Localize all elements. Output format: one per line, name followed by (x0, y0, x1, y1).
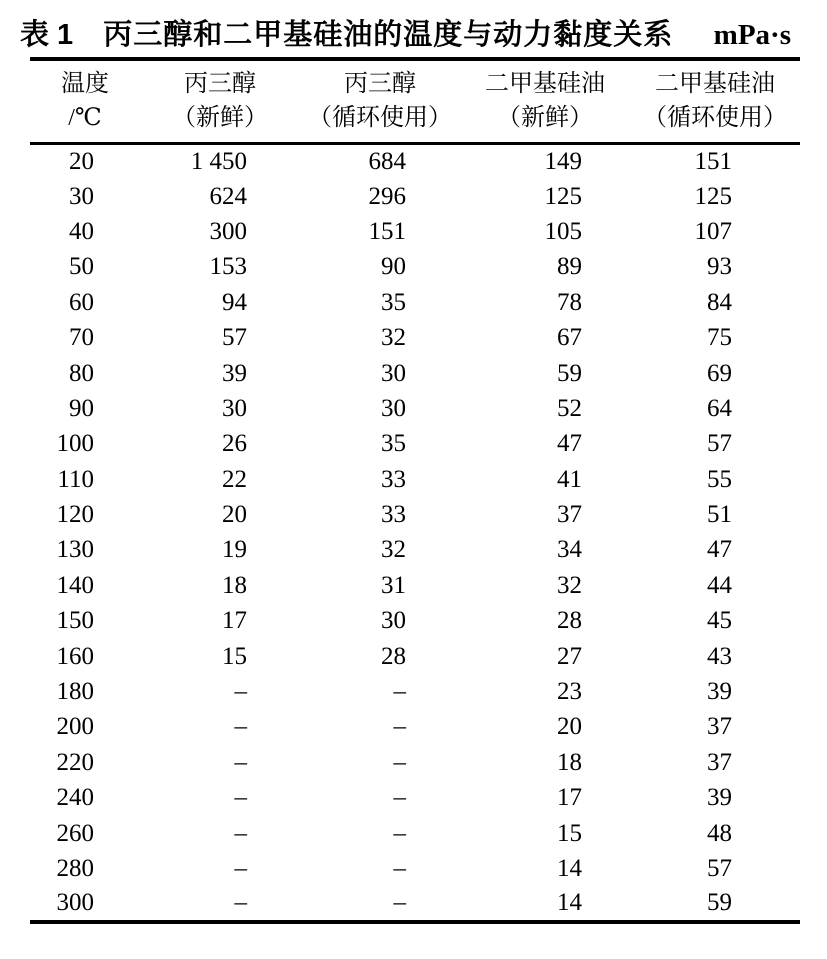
cell-temperature: 220 (56, 748, 94, 776)
cell-glycerol-fresh: 1 450 (190, 147, 247, 175)
cell-silicone-recycled: 107 (694, 217, 732, 245)
table-row (30, 639, 800, 674)
cell-temperature: 120 (56, 501, 94, 529)
cell-silicone-recycled: 57 (707, 855, 732, 882)
table-row (30, 816, 800, 851)
cell-temperature: 70 (69, 324, 94, 352)
cell-silicone-fresh: 14 (557, 855, 582, 882)
cell-temperature: 150 (56, 607, 94, 635)
cell-temperature: 50 (69, 253, 94, 281)
cell-glycerol-recycled: 30 (381, 359, 406, 387)
cell-silicone-recycled: 151 (694, 147, 732, 175)
cell-glycerol-fresh: 17 (222, 607, 247, 635)
col-header-glycerol-recycled-line1: 丙三醇 (344, 71, 416, 97)
cell-glycerol-recycled: 32 (381, 536, 406, 564)
col-header-glycerol-fresh-line1: 丙三醇 (184, 71, 256, 97)
cell-glycerol-fresh: 57 (222, 324, 247, 352)
table-row (30, 674, 800, 709)
table-row (30, 781, 800, 816)
cell-temperature: 30 (69, 182, 94, 210)
cell-silicone-recycled: 125 (694, 182, 732, 210)
cell-glycerol-fresh: 30 (222, 394, 247, 422)
table-row (30, 144, 800, 179)
cell-glycerol-fresh: 300 (209, 217, 247, 245)
cell-silicone-recycled: 44 (707, 571, 732, 599)
table-row (30, 851, 800, 886)
cell-glycerol-fresh: 20 (222, 501, 247, 529)
table-header-row (30, 59, 800, 144)
cell-temperature: 200 (56, 713, 94, 741)
cell-silicone-recycled: 59 (707, 889, 732, 917)
table-row (30, 356, 800, 391)
cell-silicone-recycled: 39 (707, 784, 732, 812)
cell-silicone-recycled: 93 (707, 253, 732, 281)
cell-temperature: 280 (56, 855, 94, 882)
cell-temperature: 60 (69, 288, 94, 316)
cell-glycerol-recycled: 31 (381, 571, 406, 599)
cell-silicone-fresh: 67 (557, 324, 582, 352)
col-header-silicone-recycled-line2: （循环使用） (643, 105, 787, 131)
col-header-silicone-recycled-line1: 二甲基硅油 (655, 71, 775, 97)
cell-glycerol-fresh: 39 (222, 359, 247, 387)
cell-silicone-fresh: 28 (557, 607, 582, 635)
cell-temperature: 140 (56, 571, 94, 599)
table-row (30, 604, 800, 639)
cell-silicone-recycled: 48 (707, 819, 732, 847)
cell-silicone-recycled: 39 (707, 678, 732, 706)
cell-glycerol-recycled: – (393, 713, 406, 741)
viscosity-table (30, 57, 800, 924)
cell-silicone-recycled: 64 (707, 394, 732, 422)
col-header-glycerol-fresh-line2: （新鲜） (172, 105, 268, 131)
cell-glycerol-recycled: – (393, 889, 406, 917)
cell-glycerol-recycled: – (393, 855, 406, 882)
cell-glycerol-recycled: 28 (381, 642, 406, 670)
table-row (30, 320, 800, 355)
cell-temperature: 90 (69, 394, 94, 422)
cell-silicone-fresh: 52 (557, 394, 582, 422)
cell-glycerol-fresh: – (234, 678, 247, 706)
col-header-glycerol-recycled (300, 59, 460, 144)
cell-silicone-recycled: 47 (707, 536, 732, 564)
table-row (30, 710, 800, 745)
cell-glycerol-recycled: – (393, 678, 406, 706)
table-row (30, 568, 800, 603)
cell-glycerol-recycled: – (393, 784, 406, 812)
cell-silicone-fresh: 27 (557, 642, 582, 670)
cell-silicone-fresh: 59 (557, 359, 582, 387)
cell-glycerol-recycled: 151 (368, 217, 406, 245)
cell-silicone-recycled: 75 (707, 324, 732, 352)
cell-silicone-fresh: 125 (544, 182, 582, 210)
col-header-temperature-line1: 温度 (61, 71, 109, 97)
cell-glycerol-fresh: – (234, 713, 247, 741)
cell-glycerol-fresh: – (234, 748, 247, 776)
cell-silicone-fresh: 47 (557, 430, 582, 458)
cell-silicone-recycled: 45 (707, 607, 732, 635)
table-row (30, 214, 800, 249)
cell-silicone-recycled: 51 (707, 501, 732, 529)
cell-glycerol-fresh: 18 (222, 571, 247, 599)
cell-silicone-fresh: 17 (557, 784, 582, 812)
cell-glycerol-fresh: 19 (222, 536, 247, 564)
table-row (30, 745, 800, 780)
cell-silicone-recycled: 43 (707, 642, 732, 670)
table-body (30, 144, 800, 923)
cell-silicone-fresh: 23 (557, 678, 582, 706)
col-header-silicone-fresh-line1: 二甲基硅油 (485, 71, 605, 97)
cell-temperature: 80 (69, 359, 94, 387)
col-header-temperature-line2: /℃ (68, 105, 102, 131)
cell-temperature: 180 (56, 678, 94, 706)
cell-temperature: 130 (56, 536, 94, 564)
cell-glycerol-recycled: 32 (381, 324, 406, 352)
cell-temperature: 260 (56, 819, 94, 847)
cell-temperature: 300 (56, 889, 94, 917)
table-row (30, 533, 800, 568)
cell-silicone-fresh: 105 (544, 217, 582, 245)
cell-glycerol-recycled: 35 (381, 288, 406, 316)
cell-silicone-fresh: 149 (544, 147, 582, 175)
col-header-silicone-fresh-line2: （新鲜） (497, 105, 593, 131)
cell-silicone-fresh: 18 (557, 748, 582, 776)
cell-silicone-recycled: 55 (707, 465, 732, 493)
cell-silicone-fresh: 15 (557, 819, 582, 847)
cell-temperature: 110 (57, 465, 94, 493)
cell-silicone-fresh: 20 (557, 713, 582, 741)
cell-glycerol-recycled: 90 (381, 253, 406, 281)
col-header-temperature (30, 59, 140, 144)
table-unit-label: mPa·s (713, 19, 791, 51)
table-title-text: 丙三醇和二甲基硅油的温度与动力黏度关系 (103, 19, 674, 51)
cell-glycerol-recycled: 30 (381, 607, 406, 635)
cell-temperature: 240 (56, 784, 94, 812)
col-header-silicone-recycled (630, 59, 800, 144)
table-number-label: 表 1 (20, 19, 74, 51)
cell-glycerol-fresh: 22 (222, 465, 247, 493)
cell-silicone-recycled: 37 (707, 748, 732, 776)
cell-glycerol-fresh: 15 (222, 642, 247, 670)
table-row (30, 462, 800, 497)
cell-glycerol-fresh: – (234, 855, 247, 882)
cell-glycerol-recycled: 33 (381, 501, 406, 529)
cell-silicone-fresh: 89 (557, 253, 582, 281)
cell-glycerol-fresh: 153 (209, 253, 247, 281)
cell-glycerol-recycled: – (393, 748, 406, 776)
table-row (30, 285, 800, 320)
table-row (30, 391, 800, 426)
cell-glycerol-recycled: 33 (381, 465, 406, 493)
cell-temperature: 20 (69, 147, 94, 175)
cell-silicone-fresh: 78 (557, 288, 582, 316)
table-row (30, 497, 800, 532)
col-header-silicone-fresh (460, 59, 630, 144)
viscosity-table-container (30, 57, 800, 924)
cell-silicone-recycled: 69 (707, 359, 732, 387)
cell-temperature: 40 (69, 217, 94, 245)
cell-glycerol-fresh: – (234, 889, 247, 917)
cell-silicone-fresh: 32 (557, 571, 582, 599)
cell-temperature: 100 (56, 430, 94, 458)
cell-glycerol-fresh: 26 (222, 430, 247, 458)
cell-glycerol-recycled: 30 (381, 394, 406, 422)
col-header-glycerol-fresh (140, 59, 300, 144)
cell-glycerol-fresh: 94 (222, 288, 247, 316)
table-row (30, 887, 800, 922)
cell-silicone-recycled: 57 (707, 430, 732, 458)
cell-glycerol-recycled: 296 (368, 182, 406, 210)
cell-silicone-fresh: 14 (557, 889, 582, 917)
table-caption (20, 12, 791, 53)
cell-silicone-fresh: 34 (557, 536, 582, 564)
table-row (30, 427, 800, 462)
cell-glycerol-recycled: – (393, 819, 406, 847)
table-row (30, 250, 800, 285)
cell-silicone-fresh: 37 (557, 501, 582, 529)
cell-glycerol-fresh: – (234, 819, 247, 847)
cell-glycerol-recycled: 35 (381, 430, 406, 458)
table-row (30, 179, 800, 214)
cell-glycerol-recycled: 684 (368, 147, 406, 175)
cell-glycerol-fresh: – (234, 784, 247, 812)
cell-temperature: 160 (56, 642, 94, 670)
cell-glycerol-fresh: 624 (209, 182, 247, 210)
cell-silicone-recycled: 84 (707, 288, 732, 316)
cell-silicone-recycled: 37 (707, 713, 732, 741)
col-header-glycerol-recycled-line2: （循环使用） (308, 105, 452, 131)
cell-silicone-fresh: 41 (557, 465, 582, 493)
